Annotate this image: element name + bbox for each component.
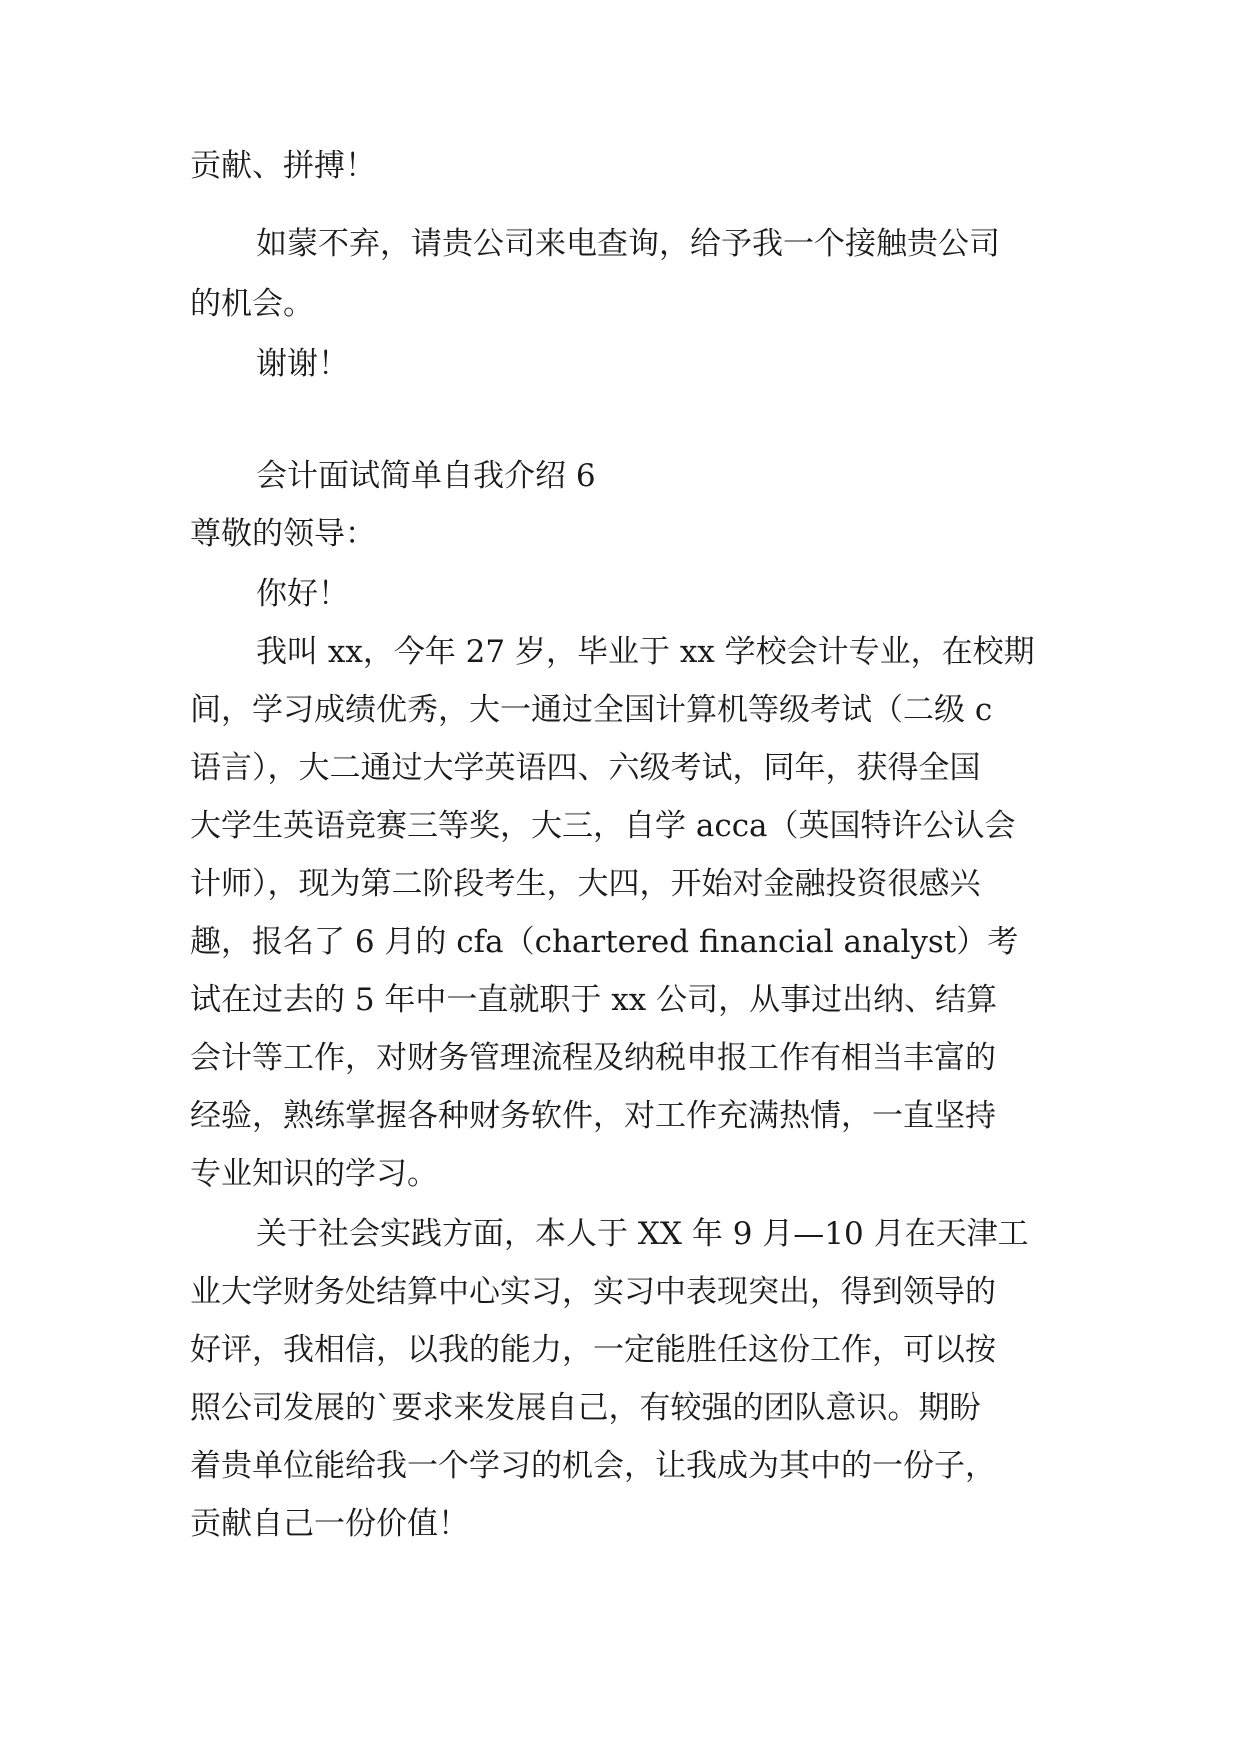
paragraph-line: 专业知识的学习。 — [190, 1156, 438, 1192]
paragraph-line: 谢谢！ — [256, 346, 349, 382]
paragraph-line: 计师），现为第二阶段考生，大四，开始对金融投资很感兴 — [190, 866, 981, 902]
paragraph-line: 照公司发展的`要求来发展自己，有较强的团队意识。期盼 — [190, 1390, 981, 1426]
paragraph-line: 关于社会实践方面，本人于 XX 年 9 月—10 月在天津工 — [256, 1216, 1029, 1252]
paragraph-line: 经验，熟练掌握各种财务软件，对工作充满热情，一直坚持 — [190, 1098, 996, 1134]
section-title: 会计面试简单自我介绍 6 — [256, 458, 596, 494]
paragraph-line: 间，学习成绩优秀，大一通过全国计算机等级考试（二级 c — [190, 692, 993, 728]
paragraph-line: 好评，我相信，以我的能力，一定能胜任这份工作，可以按 — [190, 1332, 996, 1368]
paragraph-line: 的机会。 — [190, 286, 314, 322]
paragraph-line: 业大学财务处结算中心实习，实习中表现突出，得到领导的 — [190, 1274, 996, 1310]
paragraph-line: 贡献、拼搏！ — [190, 148, 376, 184]
paragraph-line: 试在过去的 5 年中一直就职于 xx 公司，从事过出纳、结算 — [190, 982, 998, 1018]
paragraph-line: 大学生英语竞赛三等奖，大三，自学 acca（英国特许公认会 — [190, 808, 1016, 844]
salutation: 尊敬的领导： — [190, 516, 376, 552]
greeting: 你好！ — [256, 576, 349, 612]
paragraph-line: 趣，报名了 6 月的 cfa（chartered financial analyst）考 — [190, 924, 1019, 960]
paragraph-line: 我叫 xx，今年 27 岁，毕业于 xx 学校会计专业，在校期 — [256, 634, 1035, 670]
paragraph-line: 会计等工作，对财务管理流程及纳税申报工作有相当丰富的 — [190, 1040, 996, 1076]
paragraph-line: 着贵单位能给我一个学习的机会，让我成为其中的一份子， — [190, 1448, 996, 1484]
paragraph-line: 如蒙不弃，请贵公司来电查询，给予我一个接触贵公司 — [256, 226, 1000, 262]
paragraph-line: 语言），大二通过大学英语四、六级考试，同年，获得全国 — [190, 750, 981, 786]
paragraph-line: 贡献自己一份价值！ — [190, 1506, 469, 1542]
